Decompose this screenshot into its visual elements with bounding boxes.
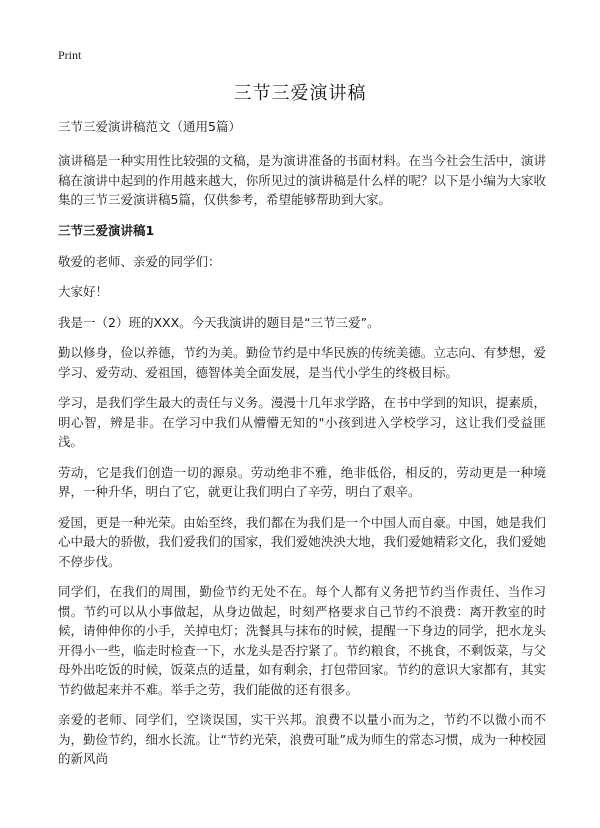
body-paragraph: 劳动，它是我们创造一切的源泉。劳动绝非不雅，绝非低俗，相反的，劳动更是一种境界，一种升华，明白了它，就更让我们明白了辛劳，明白了艰辛。	[58, 464, 546, 499]
salutation-paragraph: 敬爱的老师、亲爱的同学们：	[58, 253, 221, 269]
document-subtitle: 三节三爱演讲稿范文（通用5篇）	[58, 119, 241, 134]
body-paragraph: 学习，是我们学生最大的责任与义务。漫漫十几年求学路，在书中学到的知识，提素质，明心智，辨是非。在学习中我们从懵懵无知的"小孩到进入学校学习，这让我们受益匪浅。	[58, 395, 546, 449]
print-link[interactable]: Print	[58, 48, 82, 62]
intro-paragraph: 演讲稿是一种实用性比较强的文稿，是为演讲准备的书面材料。在当今社会生活中，演讲稿在演讲中起到的作用越来越大，你所见过的演讲稿是什么样的呢？以下是小编为大家收集的三节三爱演讲稿5篇，仅供参考，希望能够帮助到大家。	[58, 153, 546, 207]
body-paragraph: 亲爱的老师、同学们，空谈误国，实干兴邦。浪费不以量小而为之，节约不以微小而不为，勤俭节约，细水长流。让“节约光荣，浪费可耻”成为师生的常态习惯，成为一种校园的新风尚	[58, 712, 546, 766]
body-paragraph: 同学们，在我们的周围，勤俭节约无处不在。每个人都有义务把节约当作责任、当作习惯。节约可以从小事做起，从身边做起，时刻严格要求自己节约不浪费：离开教室的时候，请伸伸你的小手，关掉电灯；洗餐具与抹布的时候，提醒一下身边的同学，把水龙头开得小一些，临走时检查一下，水龙头是否拧紧了。节约粮食，不挑食，不剩饭菜，与父母外出吃饭的时候，饭菜点的适量，如有剩余，打包带回家。节约的意识大家都有，其实节约做起来并不难。举手之劳，我们能做的还有很多。	[58, 584, 546, 697]
section-heading: 三节三爱演讲稿1	[58, 222, 155, 238]
page-title: 三节三爱演讲稿	[233, 83, 367, 104]
document-body	[58, 117, 546, 780]
greeting-paragraph: 大家好！	[58, 284, 109, 299]
body-paragraph: 勤以修身，俭以养德，节约为美。勤俭节约是中华民族的传统美德。立志向、有梦想，爱学习、爱劳动、爱祖国，德智体美全面发展，是当代小学生的终极目标。	[58, 345, 546, 380]
body-paragraph: 我是一（2）班的XXX。今天我演讲的题目是“三节三爱”。	[58, 314, 380, 330]
body-paragraph: 爱国，更是一种光荣。由始至终，我们都在为我们是一个中国人而自豪。中国，她是我们心中最大的骄傲，我们爱我们的国家，我们爱她泱泱大地，我们爱她精彩文化，我们爱她不停步伐。	[58, 514, 546, 569]
